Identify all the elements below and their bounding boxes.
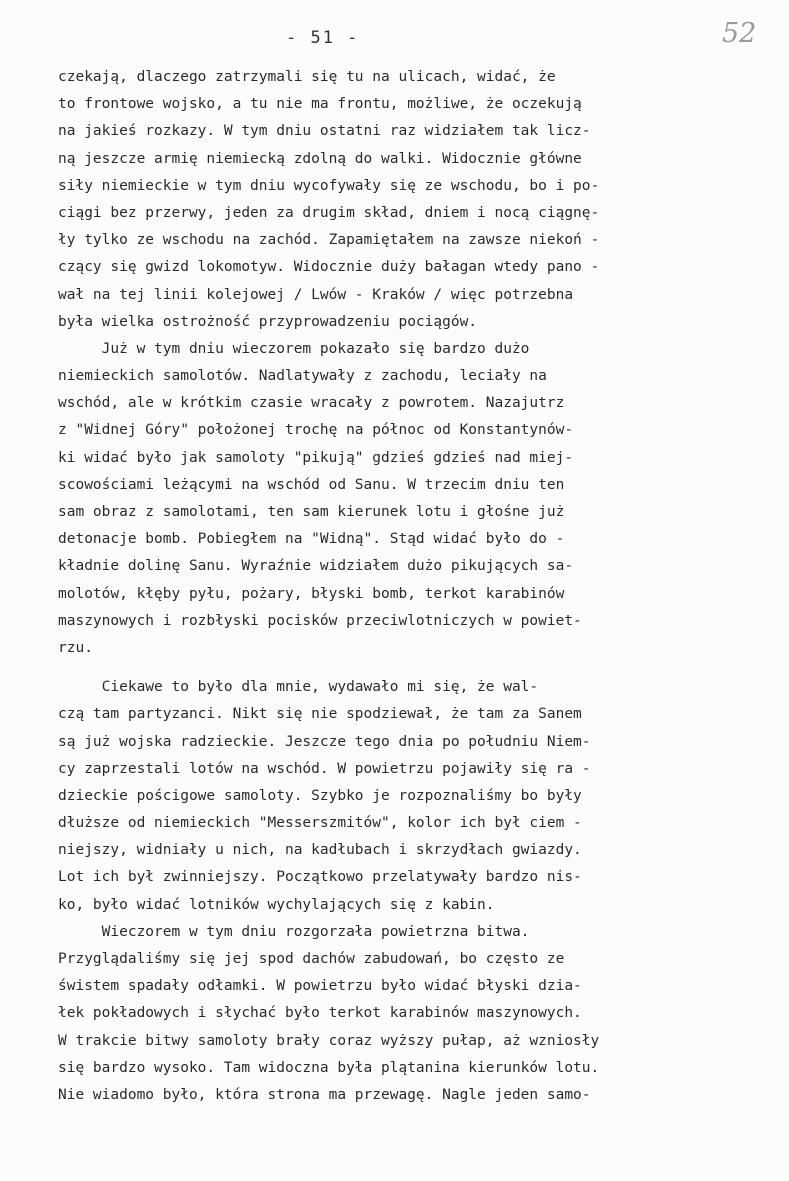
text-line: są już wojska radzieckie. Jeszcze tego dnia po południu Niem- [58,733,591,750]
paragraph [58,336,748,662]
text-line: siły niemieckie w tym dniu wycofywały się ze wschodu, bo i po- [58,177,600,194]
text-line: kładnie dolinę Sanu. Wyraźnie widziałem dużo pikujących sa- [58,558,574,575]
text-line: łek pokładowych i słychać było terkot karabinów maszynowych. [58,1005,582,1022]
text-line: Przyglądaliśmy się jej spod dachów zabudowań, bo często ze [58,951,565,967]
text-line: sam obraz z samolotami, ten sam kierunek lotu i głośne już [58,504,565,520]
text-line: czący się gwizd lokomotyw. Widocznie duży bałagan wtedy pano - [58,259,600,276]
paragraph [58,674,748,1109]
text-line: Wieczorem w tym dniu rozgorzała powietrzna bitwa. [58,923,530,940]
text-line: Ciekawe to było dla mnie, wydawało mi się, że wal- [58,679,539,696]
text-line: czekają, dlaczego zatrzymali się tu na ulicach, widać, że [58,69,556,85]
text-line: ciągi bez przerwy, jeden za drugim skład, dniem i nocą ciągnę- [58,204,600,221]
text-line: Lot ich był zwinniejszy. Początkowo przelatywały bardzo nis- [58,869,582,886]
text-line: dłuższe od niemieckich "Messerszmitów", kolor ich był ciem - [58,815,582,832]
text-line: była wielka ostrożność przyprowadzeniu pociągów. [58,313,478,330]
paragraph [58,64,748,336]
text-line: czą tam partyzanci. Nikt się nie spodziewał, że tam za Sanem [58,706,582,723]
text-line: się bardzo wysoko. Tam widoczna była plątanina kierunków lotu. [58,1059,600,1076]
text-line: na jakieś rozkazy. W tym dniu ostatni raz widziałem tak licz- [58,123,591,140]
text-line: maszynowych i rozbłyski pocisków przeciwlotniczych w powiet- [58,612,582,629]
text-line: niemieckich samolotów. Nadlatywały z zachodu, leciały na [58,368,547,385]
document-body [58,64,748,1109]
text-line: Nie wiadomo było, która strona ma przewagę. Nagle jeden samo- [58,1086,591,1103]
text-line: niejszy, widniały u nich, na kadłubach i skrzydłach gwiazdy. [58,842,582,859]
text-line: wał na tej linii kolejowej / Lwów - Kraków / więc potrzebna [58,286,574,303]
text-line: to frontowe wojsko, a tu nie ma frontu, możliwe, że oczekują [58,96,582,113]
text-line: z "Widnej Góry" położonej trochę na północ od Konstantynów- [58,422,574,439]
text-line: ły tylko ze wschodu na zachód. Zapamiętałem na zawsze niekoń - [58,232,600,249]
text-line: cy zaprzestali lotów na wschód. W powietrzu pojawiły się ra - [58,760,591,777]
text-line: scowościami leżącymi na wschód od Sanu. W trzecim dniu ten [58,476,565,493]
text-line: W trakcie bitwy samoloty brały coraz wyższy pułap, aż wzniosły [58,1032,600,1049]
text-line: rzu. [58,639,93,656]
text-line: Już w tym dniu wieczorem pokazało się bardzo dużo [58,340,530,357]
text-line: wschód, ale w krótkim czasie wracały z powrotem. Nazajutrz [58,395,565,412]
handwritten-page-number: 52 [722,18,757,49]
text-line: dzieckie pościgowe samoloty. Szybko je rozpoznaliśmy bo były [58,787,582,804]
text-line: ną jeszcze armię niemiecką zdolną do walki. Widocznie główne [58,150,582,167]
text-line: świstem spadały odłamki. W powietrzu było widać błyski dzia- [58,978,582,995]
text-line: detonacje bomb. Pobiegłem na "Widną". Stąd widać było do - [58,531,565,548]
text-line: ko, było widać lotników wychylających się z kabin. [58,896,495,913]
text-line: molotów, kłęby pyłu, pożary, błyski bomb, terkot karabinów [58,585,565,602]
text-line: ki widać było jak samoloty "pikują" gdzieś gdzieś nad miej- [58,449,574,466]
page-number: - 51 - [286,28,360,48]
paragraph-gap [58,662,748,674]
